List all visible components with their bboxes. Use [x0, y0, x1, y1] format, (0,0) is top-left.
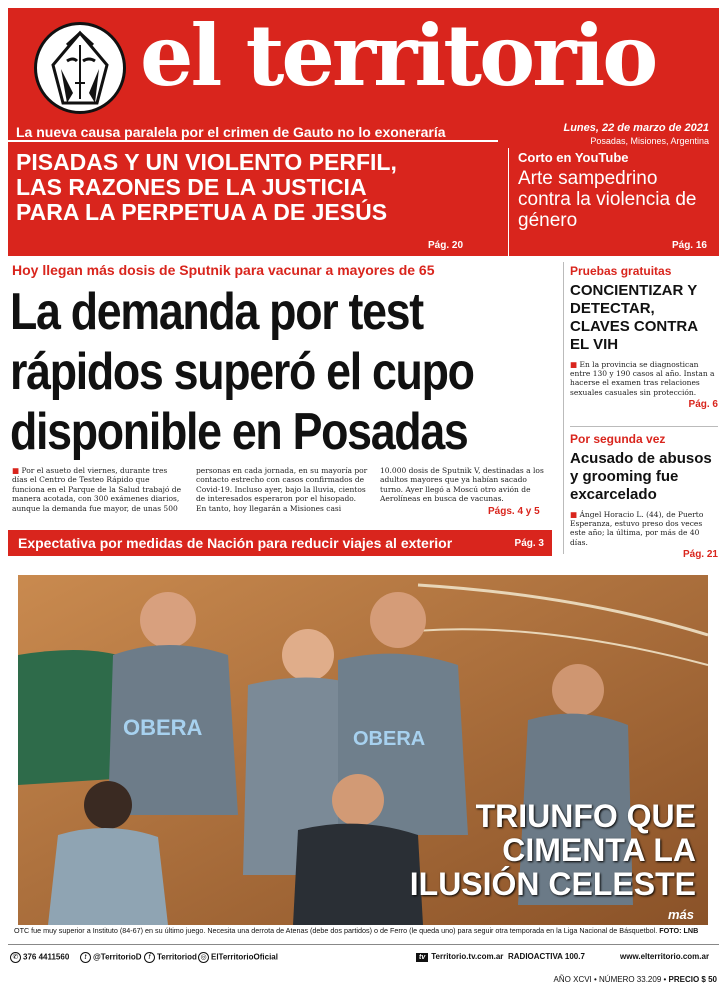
- issue-price: PRECIO $ 50: [668, 975, 717, 984]
- main-kicker: Hoy llegan más dosis de Sputnik para vacunar a mayores de 65: [12, 262, 435, 278]
- headline-line: PISADAS Y UN VIOLENTO PERFIL,: [16, 149, 397, 175]
- headline-line: LAS RAZONES DE LA JUSTICIA: [16, 174, 367, 200]
- edition-place: Posadas, Misiones, Argentina: [590, 136, 709, 146]
- whatsapp-icon: ✆: [10, 952, 21, 963]
- sidebar-divider: [570, 426, 718, 427]
- headline-line: TRIUNFO QUE: [475, 798, 696, 834]
- side-kicker: Corto en YouTube: [518, 150, 629, 165]
- footer-phone: 376 4411560: [23, 952, 70, 962]
- sidebar-body: [570, 360, 718, 397]
- footer-tv[interactable]: [416, 952, 503, 962]
- sidebar-body-text: Ángel Horacio L. (44), de Puerto Esperanza, estuvo preso dos veces este año; la última, por más de 40 días.: [570, 510, 704, 547]
- footer-web-url: www.elterritorio.com.ar: [620, 952, 710, 961]
- masthead-divider: [8, 140, 498, 142]
- footer-twitter[interactable]: [80, 952, 142, 963]
- main-headline[interactable]: [10, 282, 560, 462]
- newspaper-brand[interactable]: el territorio: [140, 6, 656, 105]
- footer-radio-name: RADIOACTIVA 100.7: [508, 952, 585, 961]
- page-reference: Pág. 16: [671, 240, 707, 251]
- headline-line: La demanda por test: [10, 283, 423, 341]
- photo-credit: FOTO: LNB: [659, 926, 699, 935]
- sidebar-kicker: Por segunda vez: [570, 432, 666, 446]
- masthead: [8, 8, 719, 256]
- bullet-square-icon: ■: [570, 510, 580, 519]
- photo-headline: [410, 799, 696, 901]
- issue-info: AÑO XCVI • NÚMERO 33.209 • PRECIO $ 50: [553, 975, 717, 984]
- footer-instagram[interactable]: [198, 952, 278, 963]
- instagram-icon: ◎: [198, 952, 209, 963]
- sidebar-headline: CONCIENTIZAR Y DETECTAR, CLAVES CONTRA EL VIH: [570, 282, 698, 353]
- footer-web[interactable]: [620, 952, 709, 961]
- red-headline-bar[interactable]: [8, 530, 552, 556]
- tv-icon: tv: [416, 953, 428, 962]
- masthead-kicker: La nueva causa paralela por el crimen de Gauto no lo exoneraría: [16, 124, 446, 140]
- newspaper-logo-icon: [34, 22, 126, 114]
- column-divider: [563, 262, 564, 554]
- page-reference: Pág. 6: [688, 398, 718, 410]
- footer-tv-url: Territorio.tv.com.ar: [431, 952, 504, 961]
- caption-text: OTC fue muy superior a Instituto (84-67) en su último juego. Necesita una derrota de Atenas (debe dos partidos) o de Ferro (le queda uno) para seguir otra temporada en la Liga Nacional de Básquetbol.: [14, 926, 658, 935]
- page-reference: Pág. 20: [428, 240, 464, 251]
- footer-divider: [8, 944, 719, 945]
- footer-instagram-handle: ElTerritorioOficial: [211, 952, 278, 962]
- main-story-body: [12, 466, 552, 513]
- masthead-headline[interactable]: [16, 150, 506, 225]
- headline-line: CIMENTA LA: [502, 832, 696, 868]
- headline-line: rápidos superó el cupo: [10, 343, 474, 401]
- footer-radio[interactable]: [508, 952, 585, 961]
- headline-line: disponible en Posadas: [10, 403, 468, 461]
- main-body-text: Por el asueto del viernes, durante tres días el Centro de Testeo Rápido que funciona en el Parque de la Salud trabajó de manera acotada, con 300 exámenes diarios, aunque la demanda fue mayor, de unas 500 personas en cada jornada, en su mayoría por contacto estrecho con casos confirmados de Covid-19. Incluso ayer, bajo la lluvia, cientos de interesados esperaron por el hisopado. En tanto, hoy llegarán a Misiones casi 10.000 dosis de Sputnik V, destinadas a los adultos mayores que ya habían sacado turno. Ayer llegó a Moscú otro avión de Aerolíneas en busca de vacunas.: [12, 466, 544, 513]
- sidebar-headline: Acusado de abusos y grooming fue excarcelado: [570, 450, 712, 503]
- sidebar-body-text: En la provincia se diagnostican entre 130 y 190 casos al año. Instan a hacerse el examen tras relaciones sexuales casuales sin protección.: [570, 360, 715, 397]
- facebook-icon: f: [144, 952, 155, 963]
- footer-contacts: [8, 948, 719, 966]
- footer-facebook-handle: Territoriod: [157, 952, 197, 962]
- side-headline[interactable]: Arte sampedrino contra la violencia de género: [518, 168, 697, 231]
- lead-photo[interactable]: [18, 575, 708, 925]
- bullet-square-icon: ■: [12, 466, 22, 475]
- sidebar-body: [570, 510, 718, 547]
- issue-number: NÚMERO 33.209: [599, 975, 662, 984]
- photo-caption: [14, 926, 714, 935]
- sidebar-story[interactable]: [570, 264, 718, 410]
- headline-line: ILUSIÓN CELESTE: [409, 866, 696, 902]
- footer-whatsapp[interactable]: [10, 952, 69, 963]
- headline-line: PARA LA PERPETUA A DE JESÚS: [16, 199, 388, 225]
- issue-year: AÑO XCVI: [553, 975, 592, 984]
- page-reference: Pág. 21: [682, 548, 718, 560]
- jersey-text: OBERA: [353, 728, 426, 750]
- twitter-icon: t: [80, 952, 91, 963]
- masthead-vertical-divider: [508, 148, 509, 256]
- page-reference: Págs. 4 y 5: [488, 506, 540, 517]
- edition-date: Lunes, 22 de marzo de 2021: [563, 122, 709, 134]
- jersey-text: OBERA: [123, 715, 203, 740]
- bullet-square-icon: ■: [570, 360, 580, 369]
- page-reference: Pág. 3: [514, 538, 544, 549]
- red-bar-text: Expectativa por medidas de Nación para reducir viajes al exterior: [18, 535, 453, 551]
- footer-twitter-handle: @TerritorioD: [93, 952, 142, 962]
- footer-facebook[interactable]: [144, 952, 197, 963]
- mas-logo: más: [667, 907, 694, 922]
- sidebar-kicker: Pruebas gratuitas: [570, 264, 672, 278]
- sidebar-story[interactable]: [570, 432, 718, 560]
